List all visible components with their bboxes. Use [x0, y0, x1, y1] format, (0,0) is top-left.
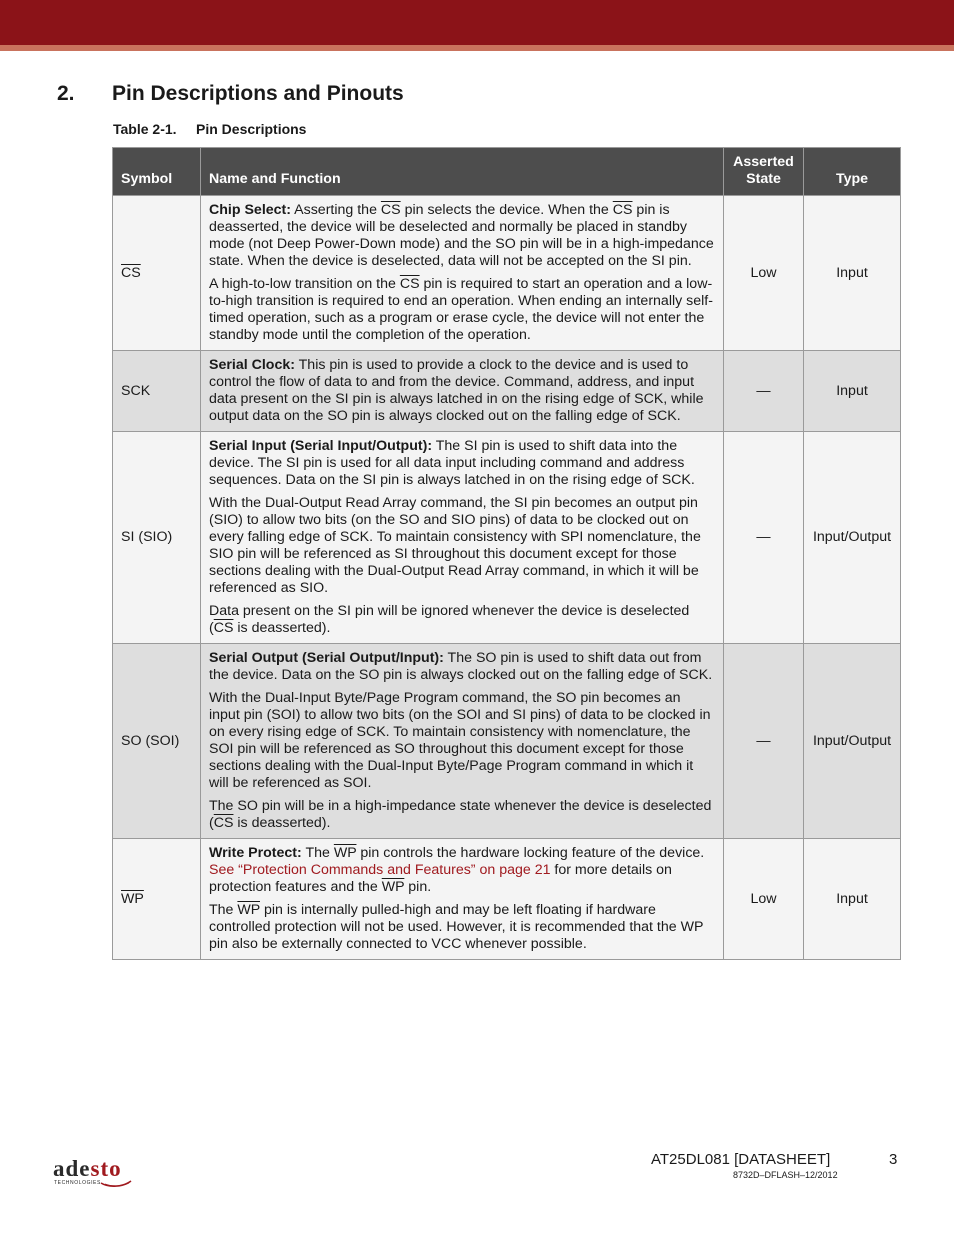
- function-paragraph: [209, 438, 715, 489]
- function-text: is deasserted).: [233, 815, 331, 831]
- function-text: pin is internally pulled-high and may be left floating if hardware controlled protection will not be used. However, it is recommended that the WP pin also be externally connected to VCC whenever possible.: [209, 902, 704, 952]
- function-text: The SO pin is used to shift data out from the device. Data on the SO pin is always clocked out on the falling edge of SCK.: [209, 650, 713, 683]
- function-lead: Chip Select:: [209, 202, 291, 218]
- function-lead: Serial Output (Serial Output/Input):: [209, 650, 444, 666]
- function-text: Data present on the SI pin will be ignored whenever the device is deselected (: [209, 603, 690, 636]
- function-lead: Serial Input (Serial Input/Output):: [209, 438, 433, 454]
- function-lead: Write Protect:: [209, 845, 302, 861]
- table-row-si: [113, 432, 901, 644]
- symbol-cell: SCK: [113, 351, 201, 432]
- function-text: Asserting the: [291, 202, 381, 218]
- header-asserted-state: [724, 148, 804, 196]
- symbol-cs: $\overline{CS}$: [121, 264, 141, 281]
- function-paragraph: [209, 798, 715, 832]
- asserted-cell: Low: [724, 196, 804, 351]
- logo-text-part: ade: [53, 1156, 91, 1181]
- function-paragraph: [209, 690, 715, 792]
- table-row-wp: [113, 839, 901, 960]
- table-row-so: [113, 644, 901, 839]
- function-text: pin.: [404, 879, 432, 895]
- function-paragraph: [209, 603, 715, 637]
- table-caption: [113, 121, 306, 137]
- function-text: With the Dual-Input Byte/Page Program command, the SO pin becomes an input pin (SOI) to allow two bits (on the SOI and SI pins) of data to be clocked in on every rising edge of SCK. To maintain consistency with nomenclature, the SOI pin will be referenced as SO throughout this document except for those sections dealing with the Dual-Input Byte/Page Program command in which it will be referenced as SOI.: [209, 690, 711, 791]
- type-cell: Input: [804, 351, 901, 432]
- function-text: pin is required to start an operation and a low-to-high transition is required to end an operation. When ending an internally self-timed operation, such as a program or erase cycle, the device will not enter the standby mode until the completion of the operation.: [209, 276, 713, 343]
- logo-text-accent: sto: [90, 1156, 122, 1181]
- asserted-cell: —: [724, 432, 804, 644]
- function-paragraph: [209, 902, 715, 953]
- logo-subtitle: TECHNOLOGIES: [54, 1180, 101, 1186]
- function-paragraph: [209, 650, 715, 684]
- header-asserted-line1: Asserted: [733, 154, 794, 170]
- function-paragraph: [209, 845, 715, 896]
- function-text: for more details on protection features and the: [209, 862, 672, 895]
- function-paragraph: [209, 202, 715, 270]
- table-row-sck: [113, 351, 901, 432]
- adesto-logo: [53, 1156, 138, 1190]
- signal-cs: $\overline{CS}$: [399, 276, 420, 292]
- function-cell: [201, 196, 724, 351]
- function-text: The SI pin is used to shift data into the device. The SI pin is used for all data input including command and address sequences. Data on the SI pin is always latched in on the rising edge of SCK.: [209, 438, 695, 488]
- header-asserted-line2: State: [746, 171, 781, 187]
- function-text: pin is deasserted, the device will be deselected and normally be placed in standby mode (not Deep Power-Down mode) and the SO pin will be in a high-impedance state. When the device is deselected, data will not be accepted on the SI pin.: [209, 202, 714, 269]
- function-paragraph: [209, 495, 715, 597]
- symbol-cell: [113, 839, 201, 960]
- section-heading: [57, 82, 404, 106]
- asserted-cell: —: [724, 644, 804, 839]
- function-lead: Serial Clock:: [209, 357, 295, 373]
- type-cell: Input/Output: [804, 432, 901, 644]
- function-text: pin controls the hardware locking feature of the device.: [356, 845, 705, 861]
- type-cell: Input: [804, 839, 901, 960]
- table-number: Table 2-1.: [113, 121, 177, 137]
- function-cell: [201, 432, 724, 644]
- table-row-cs: [113, 196, 901, 351]
- protection-commands-link[interactable]: See “Protection Commands and Features” on page 21: [209, 862, 551, 878]
- signal-cs: $\overline{CS}$: [213, 620, 234, 636]
- function-text: This pin is used to provide a clock to the device and is used to control the flow of data to and from the device. Command, address, and input data present on the SI pin is always latched in on the rising edge of SCK, while output data on the SO pin is always clocked out on the falling edge of SCK.: [209, 357, 704, 424]
- function-paragraph: [209, 276, 715, 344]
- function-text: The: [301, 845, 334, 861]
- header-symbol: Symbol: [113, 148, 201, 196]
- footer-page-number: 3: [889, 1151, 898, 1168]
- function-text: The SO pin will be in a high-impedance state whenever the device is deselected (: [209, 798, 712, 831]
- section-title: Pin Descriptions and Pinouts: [112, 82, 404, 105]
- logo-swoosh-icon: [99, 1176, 133, 1188]
- type-cell: Input/Output: [804, 644, 901, 839]
- function-text: A high-to-low transition on the: [209, 276, 400, 292]
- signal-wp: $\overline{WP}$: [381, 879, 405, 895]
- asserted-cell: —: [724, 351, 804, 432]
- signal-cs: $\overline{CS}$: [612, 202, 633, 218]
- function-text: With the Dual-Output Read Array command, the SI pin becomes an output pin (SIO) to allow two bits (on the SO and SIO pins) of data to be clocked out on every falling edge of SCK. To maintain consistency with SPI nomenclature, the SIO pin will be referenced as SI throughout this document except for those sections dealing with the Dual-Output Read Array command, in which it will be referenced as SIO.: [209, 495, 701, 596]
- table-title: Pin Descriptions: [196, 121, 307, 137]
- function-paragraph: [209, 357, 715, 425]
- header-stripe: [0, 45, 954, 51]
- function-text: is deasserted).: [233, 620, 331, 636]
- function-text: pin selects the device. When the: [400, 202, 613, 218]
- header-name-and-function: Name and Function: [201, 148, 724, 196]
- asserted-cell: Low: [724, 839, 804, 960]
- signal-wp: $\overline{WP}$: [333, 845, 357, 861]
- function-cell: [201, 351, 724, 432]
- signal-wp: $\overline{WP}$: [237, 902, 260, 918]
- footer-document-title: AT25DL081 [DATASHEET]: [651, 1151, 831, 1168]
- signal-cs: $\overline{CS}$: [380, 202, 401, 218]
- pin-descriptions-table: [112, 147, 901, 960]
- symbol-wp: $\overline{WP}$: [121, 890, 144, 907]
- symbol-cell: SO (SOI): [113, 644, 201, 839]
- function-cell: [201, 839, 724, 960]
- symbol-cell: [113, 196, 201, 351]
- section-number: 2.: [57, 82, 75, 105]
- type-cell: Input: [804, 196, 901, 351]
- symbol-cell: SI (SIO): [113, 432, 201, 644]
- footer-document-number: 8732D–DFLASH–12/2012: [733, 1170, 838, 1180]
- function-cell: [201, 644, 724, 839]
- header-type: Type: [804, 148, 901, 196]
- header-bar: [0, 0, 954, 45]
- function-text: The: [209, 902, 238, 918]
- signal-cs: $\overline{CS}$: [213, 815, 234, 831]
- table-header-row: [113, 148, 901, 196]
